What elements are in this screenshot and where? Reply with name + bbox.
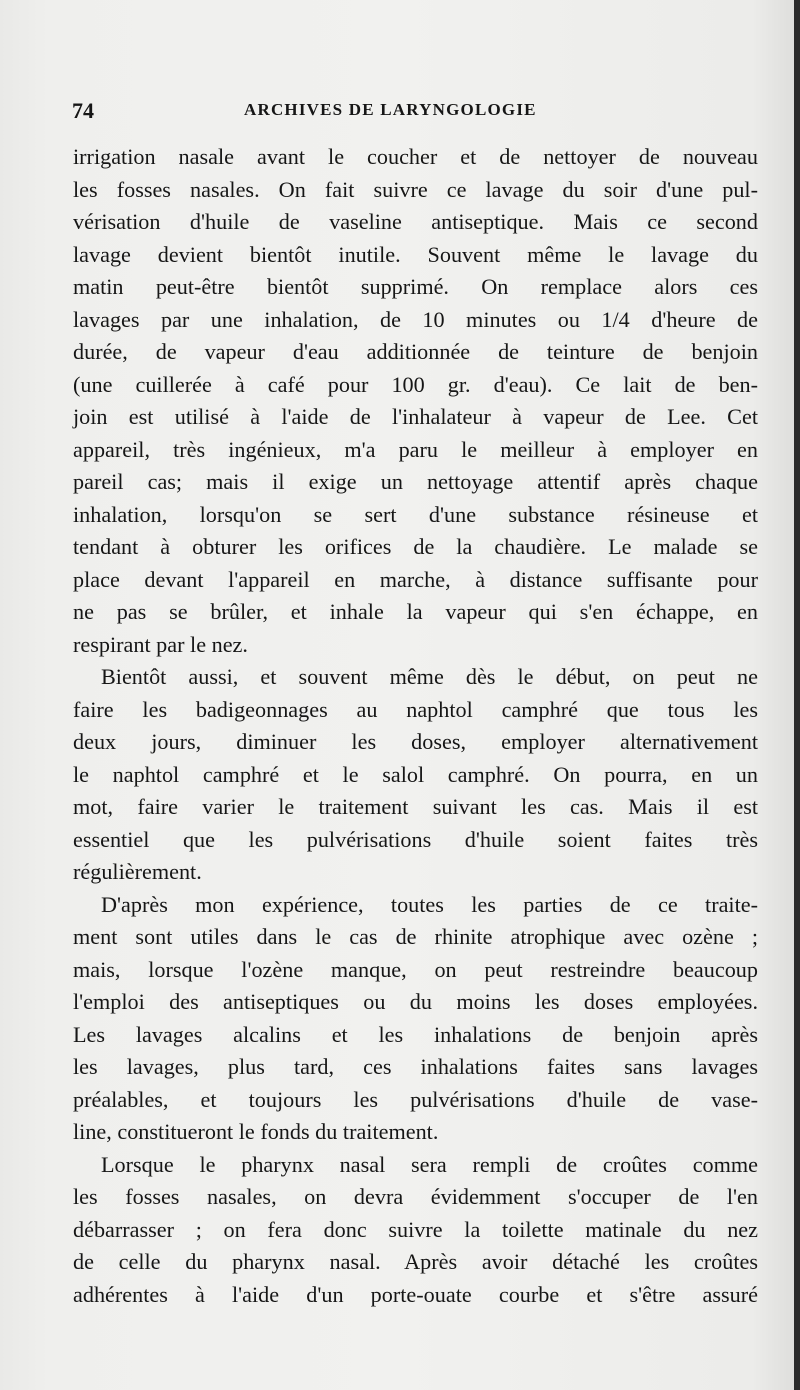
text-line: l'emploi des antiseptiques ou du moins les doses employées. bbox=[73, 989, 758, 1014]
page-header bbox=[72, 98, 762, 128]
text-line: essentiel que les pulvérisations d'huile soient faites très bbox=[73, 826, 758, 852]
page-number: 74 bbox=[72, 98, 94, 123]
text-line: pareil cas; mais il exige un nettoyage attentif après chaque bbox=[73, 469, 758, 494]
text-line: les fosses nasales. On fait suivre ce lavage du soir d'une pul- bbox=[73, 176, 758, 202]
text-line: Bientôt aussi, et souvent même dès le début, on peut ne bbox=[101, 664, 758, 689]
text-line: mais, lorsque l'ozène manque, on peut restreindre beaucoup bbox=[73, 956, 758, 982]
text-line: faire les badigeonnages au naphtol camphré que tous les bbox=[73, 696, 758, 722]
text-line: tendant à obturer les orifices de la chaudière. Le malade se bbox=[73, 534, 758, 559]
text-line: inhalation, lorsqu'on se sert d'une substance résineuse et bbox=[73, 501, 758, 527]
text-line: durée, de vapeur d'eau additionnée de teinture de benjoin bbox=[73, 339, 758, 364]
text-line: (une cuillerée à café pour 100 gr. d'eau). Ce lait de ben- bbox=[73, 371, 758, 397]
text-line: D'après mon expérience, toutes les parties de ce traite- bbox=[101, 891, 758, 917]
text-line: lavage devient bientôt inutile. Souvent même le lavage du bbox=[73, 241, 758, 267]
text-line: lavages par une inhalation, de 10 minutes ou 1/4 d'heure de bbox=[73, 306, 758, 332]
text-line: place devant l'appareil en marche, à distance suffisante pour bbox=[73, 566, 758, 592]
text-line: les fosses nasales, on devra évidemment s'occuper de l'en bbox=[73, 1184, 758, 1209]
text-line: préalables, et toujours les pulvérisations d'huile de vase- bbox=[73, 1086, 758, 1112]
body-text bbox=[73, 141, 758, 1311]
text-line: mot, faire varier le traitement suivant les cas. Mais il est bbox=[73, 794, 758, 819]
text-line: deux jours, diminuer les doses, employer alternativement bbox=[73, 729, 758, 754]
text-line: vérisation d'huile de vaseline antiseptique. Mais ce second bbox=[73, 209, 758, 234]
text-line: débarrasser ; on fera donc suivre la toilette matinale du nez bbox=[73, 1216, 758, 1242]
text-line: join est utilisé à l'aide de l'inhalateur à vapeur de Lee. Cet bbox=[73, 404, 758, 429]
text-line: le naphtol camphré et le salol camphré. On pourra, en un bbox=[73, 761, 758, 787]
text-line: line, constitueront le fonds du traitement. bbox=[73, 1119, 439, 1144]
text-line: Les lavages alcalins et les inhalations de benjoin après bbox=[73, 1021, 758, 1047]
running-head: ARCHIVES DE LARYNGOLOGIE bbox=[244, 100, 537, 119]
text-line: irrigation nasale avant le coucher et de nettoyer de nouveau bbox=[73, 144, 758, 169]
text-line: appareil, très ingénieux, m'a paru le meilleur à employer en bbox=[73, 436, 758, 462]
text-line: respirant par le nez. bbox=[73, 631, 248, 657]
text-line: adhérentes à l'aide d'un porte-ouate courbe et s'être assuré bbox=[73, 1281, 758, 1307]
text-line: Lorsque le pharynx nasal sera rempli de croûtes comme bbox=[101, 1151, 758, 1177]
text-line: régulièrement. bbox=[73, 859, 202, 884]
text-line: matin peut-être bientôt supprimé. On remplace alors ces bbox=[73, 274, 758, 299]
text-line: ment sont utiles dans le cas de rhinite atrophique avec ozène ; bbox=[73, 924, 758, 949]
page-edge-shadow bbox=[794, 0, 800, 1390]
text-line: de celle du pharynx nasal. Après avoir détaché les croûtes bbox=[73, 1249, 758, 1274]
text-line: les lavages, plus tard, ces inhalations faites sans lavages bbox=[73, 1054, 758, 1079]
text-line: ne pas se brûler, et inhale la vapeur qui s'en échappe, en bbox=[73, 599, 758, 624]
